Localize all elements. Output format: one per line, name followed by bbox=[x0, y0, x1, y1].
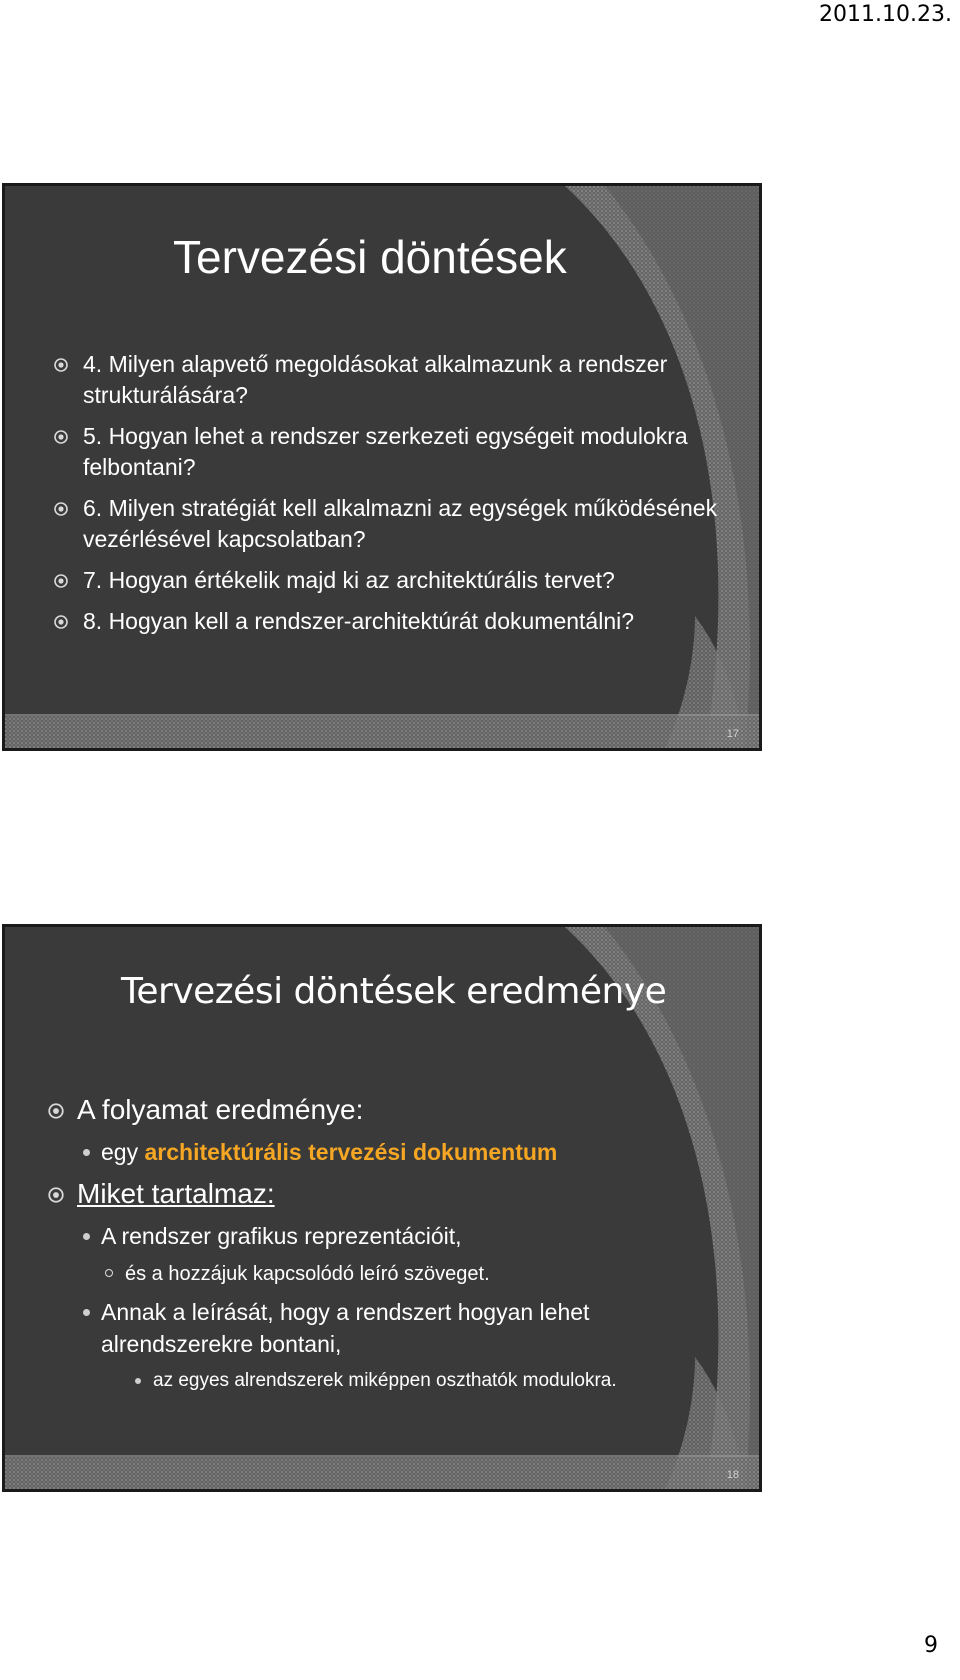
ring-bullet-icon bbox=[47, 1102, 65, 1120]
ring-bullet-icon bbox=[53, 357, 69, 373]
ring-bullet-icon bbox=[47, 1186, 65, 1204]
slide-title: Tervezési döntések eredménye bbox=[121, 971, 667, 1012]
bullet-text: egy bbox=[101, 1139, 139, 1165]
slide-title: Tervezési döntések bbox=[173, 231, 567, 283]
list-item bbox=[5, 421, 759, 483]
list-item bbox=[5, 349, 759, 411]
ring-bullet-icon bbox=[53, 573, 69, 589]
list-item bbox=[5, 1092, 759, 1128]
ring-bullet-icon bbox=[53, 429, 69, 445]
bullet-text: és a hozzájuk kapcsolódó leíró szöveget. bbox=[125, 1263, 490, 1285]
list-item bbox=[5, 1136, 759, 1168]
list-item bbox=[5, 565, 759, 596]
bullet-text: 8. Hogyan kell a rendszer-architektúrát dokumentálni? bbox=[83, 608, 635, 634]
highlight-text: architektúrális tervezési dokumentum bbox=[144, 1139, 558, 1165]
bullet-text: 5. Hogyan lehet a rendszer szerkezeti egységeit modulokra felbontani? bbox=[83, 423, 688, 480]
list-item bbox=[5, 1368, 759, 1394]
dot-bullet-icon bbox=[83, 1233, 90, 1240]
bullet-text: 6. Milyen stratégiát kell alkalmazni az egységek működésének vezérlésével kapcsolatban? bbox=[83, 495, 718, 552]
bullet-text: Miket tartalmaz: bbox=[77, 1178, 275, 1209]
dot-bullet-icon bbox=[83, 1309, 90, 1316]
list-item bbox=[5, 1220, 759, 1252]
circle-bullet-icon bbox=[105, 1269, 113, 1277]
list-item bbox=[5, 1176, 759, 1212]
ring-bullet-icon bbox=[53, 614, 69, 630]
dot-bullet-icon bbox=[83, 1149, 90, 1156]
slide-2 bbox=[2, 924, 762, 1492]
list-item bbox=[5, 1296, 759, 1360]
list-item bbox=[5, 606, 759, 637]
bullet-text: 4. Milyen alapvető megoldásokat alkalmazunk a rendszer strukturálására? bbox=[83, 351, 668, 408]
bullet-text: az egyes alrendszerek miképpen oszthatók modulokra. bbox=[153, 1370, 617, 1391]
list-item bbox=[5, 493, 759, 555]
slide-number: 18 bbox=[726, 1469, 739, 1481]
page-number: 9 bbox=[924, 1633, 938, 1658]
list-item bbox=[5, 1260, 759, 1288]
page-date: 2011.10.23. bbox=[819, 2, 952, 27]
bullet-list bbox=[5, 349, 759, 647]
ring-bullet-icon bbox=[53, 501, 69, 517]
dot-bullet-icon bbox=[135, 1378, 141, 1384]
bullet-text: A rendszer grafikus reprezentációit, bbox=[101, 1223, 462, 1249]
bullet-list bbox=[5, 1092, 759, 1400]
bullet-text: 7. Hogyan értékelik majd ki az architektúrális tervet? bbox=[83, 567, 615, 593]
slide-number: 17 bbox=[726, 728, 739, 740]
bullet-text: A folyamat eredménye: bbox=[77, 1094, 364, 1125]
slide-1 bbox=[2, 183, 762, 751]
bullet-text: Annak a leírását, hogy a rendszert hogyan lehet alrendszerekre bontani, bbox=[101, 1299, 590, 1357]
